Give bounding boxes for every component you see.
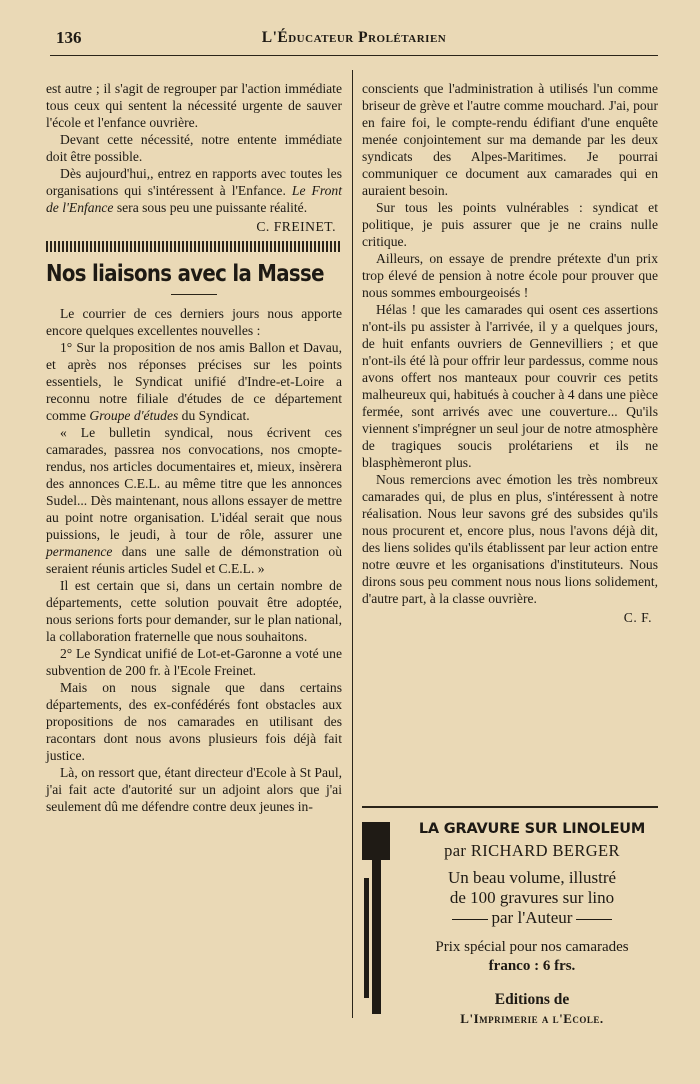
- paragraph: Sur tous les points vulnérables : syndicat et politique, je puis assurer que je ne crains nulle critique.: [362, 200, 658, 249]
- permanence-italic: permanence: [46, 544, 113, 559]
- linocut-ornament: [362, 818, 390, 1014]
- decorative-hatch-rule: [46, 241, 342, 252]
- signature: C. FREINET.: [256, 219, 336, 234]
- paragraph: est autre ; il s'agit de regrouper par l'action immédiate tous ceux qui sentent la nécessité urgente de sauver l'école et l'enfance ouvrière.: [46, 81, 342, 130]
- paragraph: Là, on ressort que, étant directeur d'Ecole à St Paul, j'ai fait acte d'autorité sur un adjoint alors que j'ai seulement dû me défendre contre deux jeunes in-: [46, 765, 342, 814]
- title-rule: [171, 294, 217, 295]
- ad-price-amount: franco : 6 frs.: [488, 958, 576, 974]
- page-number: 136: [56, 28, 82, 47]
- paragraph: Mais on nous signale que dans certains départements, des ex-confédérés font obstacles aux propositions de nos camarades en utilisant des racontars dont nous avons plusieurs fois déjà fait justice.: [46, 680, 342, 763]
- ad-by-author: par l'Auteur: [406, 908, 658, 928]
- paragraph: Devant cette nécessité, notre entente immédiate doit être possible.: [46, 132, 342, 164]
- front-enfance-italic: Le Front de l'Enfance: [46, 183, 342, 215]
- ad-editions: Editions de: [494, 991, 570, 1008]
- paragraph: Il est certain que si, dans un certain nombre de départements, cette solution pouvait être adoptée, nous serions forts pour demander, sur le plan national, la collaboration fraternelle que nous souhaitons.: [46, 578, 342, 644]
- article-title: Nos liaisons avec la Masse: [46, 259, 324, 287]
- header-rule: [50, 55, 658, 56]
- paragraph: Ailleurs, on essaye de prendre prétexte d'un prix trop élevé de pension à notre école pour prouver que nous sommes embourgeoisés !: [362, 251, 658, 300]
- paragraph: Le courrier de ces derniers jours nous apporte encore quelques excellentes nouvelles :: [46, 306, 342, 338]
- paragraph: Dès aujourd'hui,, entrez en rapports avec toutes les organisations qui s'intéressent à l'Enfance. Le Front de l'Enfance sera sous peu une puissante réalité.: [46, 166, 342, 215]
- advertisement-box: [362, 818, 658, 1026]
- advertisement-text: [406, 818, 658, 1028]
- paragraph: « Le bulletin syndical, nous écrivent ces camarades, passrea nos convocations, nos cmopte-rendus, nos articles documentaires et, mieux, insèrera des annonces C.E.L. au même titre que les annonces Sudel... Dès maintenant, nous allons essayer de mettre au point notre organisation. L'idéal serait que nous puissions, le jeudi, à tour de rôle, assurer une permanence dans une salle de démonstration où seraient réunis articles Sudel et C.E.L. »: [46, 425, 342, 576]
- page-header: [50, 26, 658, 54]
- advertisement-rule: [362, 806, 658, 808]
- left-column: [46, 80, 342, 815]
- ad-description: Un beau volume, illustré: [447, 868, 617, 887]
- column-divider: [352, 70, 353, 1018]
- right-column: [362, 80, 658, 626]
- ad-description: de 100 gravures sur lino: [449, 888, 615, 907]
- groupe-etudes-italic: Groupe d'études: [89, 408, 179, 423]
- ad-title: LA GRAVURE SUR LINOLEUM: [418, 821, 646, 837]
- paragraph: conscients que l'administration à utilisés l'un comme briseur de grève et l'autre comme mouchard. J'ai, pour en faire foi, le compte-rendu édifiant d'une enquête menée conjointement sur ma demande par les deux syndicats des Alpes-Maritimes. Je pourrai communiquer ce document aux camarades qui en auraient besoin.: [362, 81, 658, 198]
- paragraph: Hélas ! que les camarades qui osent ces assertions n'ont-ils pu assister à l'arrivée, il y a quelques jours, de huit enfants ouvriers de Gennevilliers ; et que n'ont-ils été là pour offrir leur pardessus, comme nous avons offert nos manteaux pour couvrir ces petits malheureux qui, habitués à coucher à 4 dans une pièce fermée, sont arrivés avec une couverture... Qu'ils viennent s'imprégner un seul jour de notre atmosphère de tragiques soucis prolétariens et ils ne blasphèmeront plus.: [362, 302, 658, 470]
- ad-price: Prix spécial pour nos camarades: [435, 939, 629, 955]
- ad-author: par RICHARD BERGER: [444, 841, 620, 860]
- paragraph: 2° Le Syndicat unifié de Lot-et-Garonne a voté une subvention de 200 fr. à l'Ecole Freinet.: [46, 646, 342, 678]
- signature: C. F.: [623, 610, 652, 625]
- paragraph: Nous remercions avec émotion les très nombreux camarades qui, de plus en plus, s'intéressent à notre réalisation. Nous leur savons gré des subsides qu'ils nous procurent et, encore plus, nous l'avons déjà dit, des liens solides qu'ils établissent par leur action entre notre œuvre et les organisations d'instituteurs. Nous dirons sous peu comment nous nous lions solidement, d'autre part, à la classe ouvrière.: [362, 472, 658, 606]
- journal-title: L'Éducateur Prolétarien: [261, 29, 447, 46]
- paragraph: 1° Sur la proposition de nos amis Ballon et Davau, et après nos réponses précises sur les points essentiels, le Syndicat unifié d'Indre-et-Loire a reconnu notre filiale d'études de ce département comme Groupe d'études du Syndicat.: [46, 340, 342, 423]
- ad-publisher: L'Imprimerie a l'Ecole.: [460, 1011, 604, 1026]
